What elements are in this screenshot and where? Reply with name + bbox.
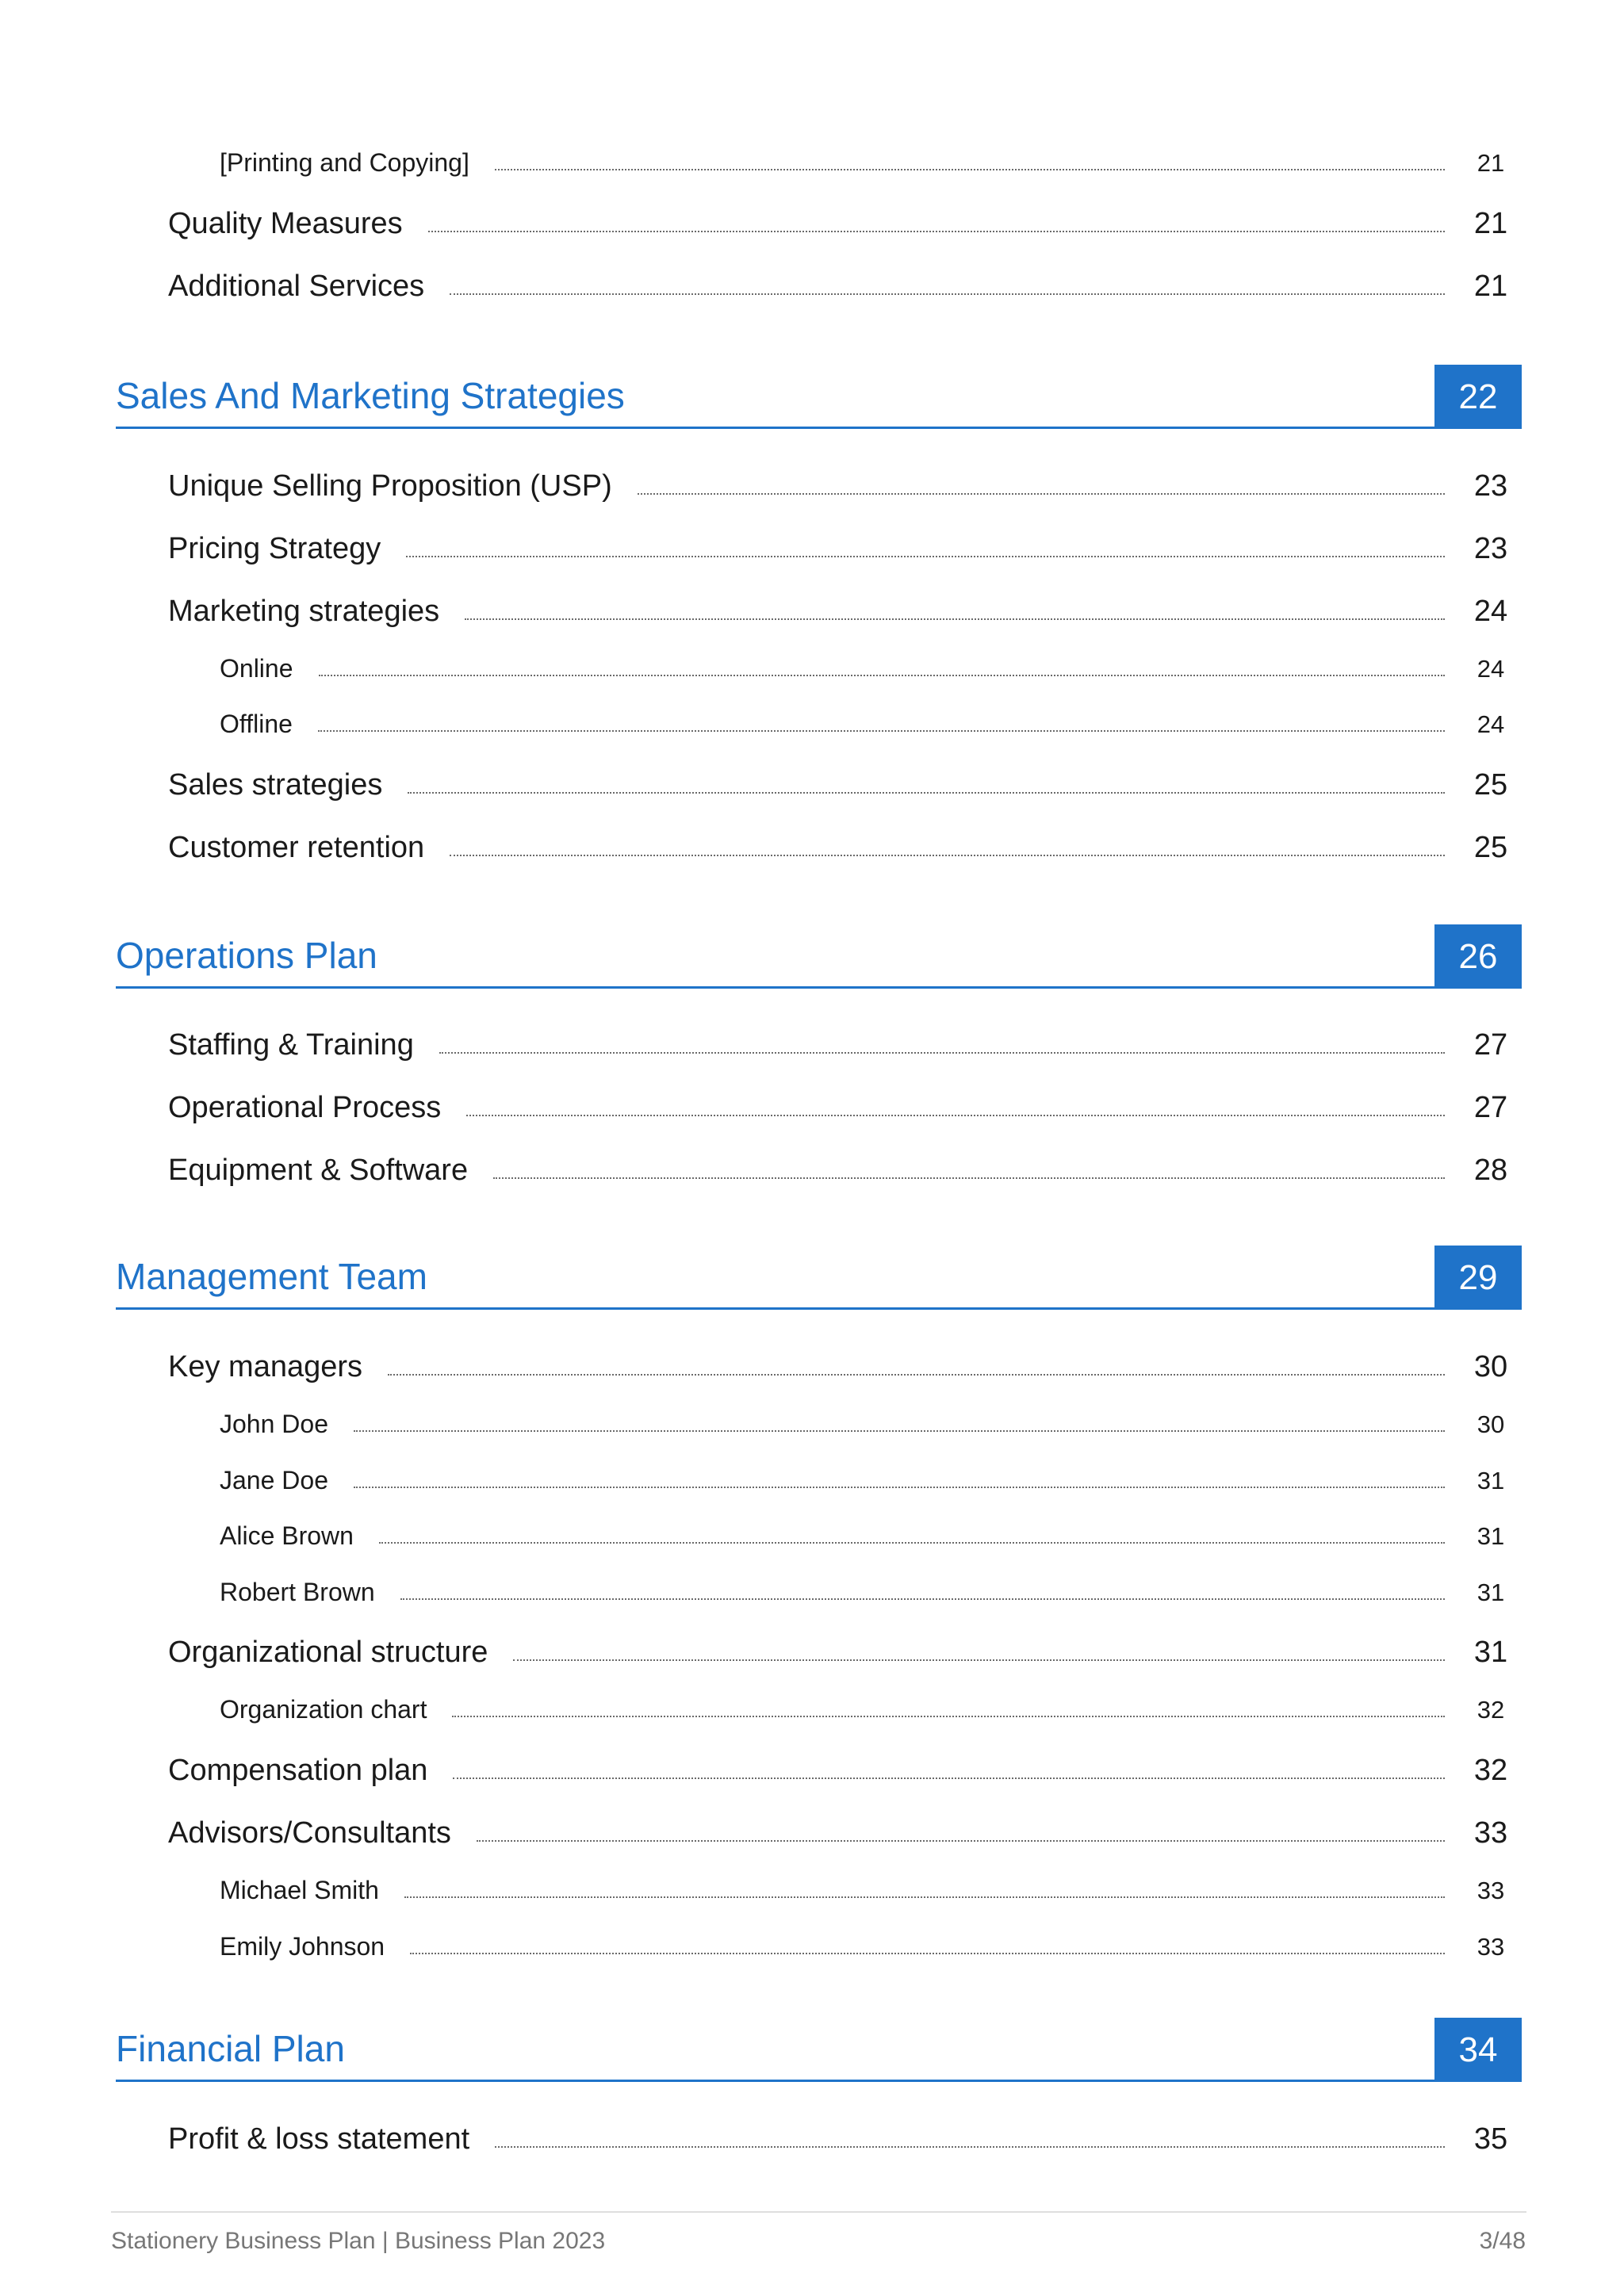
toc-entry-page: 33 [1473,1816,1508,1850]
toc-entry-page: 31 [1477,1522,1505,1550]
toc-entry[interactable] [0,704,1624,739]
section-title: Sales And Marketing Strategies [116,375,625,416]
dot-leader [466,1115,1445,1116]
toc-entry-page: 27 [1473,1091,1508,1124]
section-heading-management[interactable] [116,1246,1522,1310]
toc-entry-label: Compensation plan [168,1754,428,1787]
dot-leader [428,231,1445,232]
toc-entry-label: Customer retention [168,831,425,864]
toc-entry-page: 24 [1473,595,1508,628]
toc-entry-page: 31 [1477,1467,1505,1494]
section-page-badge: 34 [1434,2018,1522,2080]
toc-entry-label: Organizational structure [168,1636,488,1669]
dot-leader [379,1542,1445,1544]
dot-leader [354,1487,1445,1488]
toc-entry-label: Michael Smith [220,1876,379,1904]
dot-leader [495,169,1445,170]
toc-entry-label: Pricing Strategy [168,532,381,565]
dot-leader [400,1598,1445,1600]
dot-leader [408,792,1445,794]
toc-entry-label: Profit & loss statement [168,2122,470,2156]
toc-entry[interactable] [0,200,1624,241]
dot-leader [450,293,1445,295]
toc-entry-page: 35 [1473,2122,1508,2156]
footer-divider [111,2211,1526,2213]
toc-entry-page: 33 [1477,1933,1505,1961]
toc-entry-page: 28 [1473,1154,1508,1187]
dot-leader [388,1374,1445,1376]
toc-entry-label: Staffing & Training [168,1028,414,1062]
section-page-badge: 29 [1434,1246,1522,1307]
section-page-badge: 22 [1434,365,1522,427]
toc-entry-label: Quality Measures [168,207,403,240]
toc-entry[interactable] [0,1689,1624,1724]
toc-entry-page: 31 [1477,1578,1505,1606]
dot-leader [410,1953,1445,1954]
dot-leader [495,2146,1445,2148]
dot-leader [465,618,1445,620]
dot-leader [513,1659,1445,1661]
toc-entry-label: Jane Doe [220,1466,328,1494]
toc-entry[interactable] [0,262,1624,304]
toc-entry[interactable] [0,1146,1624,1188]
toc-entry-label: Unique Selling Proposition (USP) [168,469,612,503]
toc-entry-page: 30 [1473,1350,1508,1383]
toc-entry-page: 33 [1477,1877,1505,1904]
toc-entry[interactable] [0,1460,1624,1495]
toc-entry-page: 23 [1473,532,1508,565]
toc-entry[interactable] [0,525,1624,566]
toc-entry-page: 25 [1473,831,1508,864]
section-title: Operations Plan [116,935,377,976]
toc-entry-label: [Printing and Copying] [220,148,469,177]
toc-entry[interactable] [0,2115,1624,2156]
toc-entry[interactable] [0,1747,1624,1788]
toc-entry-label: Additional Services [168,270,425,303]
dot-leader [450,855,1445,856]
toc-entry[interactable] [0,1404,1624,1439]
section-heading-sales[interactable] [116,365,1522,429]
toc-entry[interactable] [0,1870,1624,1905]
dot-leader [439,1052,1445,1054]
dot-leader [477,1840,1445,1842]
toc-entry-page: 32 [1473,1754,1508,1787]
toc-entry[interactable] [0,1927,1624,1961]
toc-entry[interactable] [0,462,1624,503]
toc-entry[interactable] [0,824,1624,865]
toc-entry[interactable] [0,1343,1624,1384]
section-title: Financial Plan [116,2028,345,2069]
toc-entry[interactable] [0,1516,1624,1551]
toc-entry[interactable] [0,761,1624,802]
toc-entry-label: Operational Process [168,1091,442,1124]
toc-entry-label: Advisors/Consultants [168,1816,451,1850]
dot-leader [318,730,1445,732]
footer-page-number: 3/48 [1479,2228,1526,2254]
toc-entry-page: 32 [1477,1696,1505,1724]
toc-entry-page: 30 [1477,1410,1505,1438]
toc-entry-page: 24 [1477,655,1505,683]
toc-entry-label: Key managers [168,1350,363,1383]
toc-entry-label: Sales strategies [168,768,383,802]
section-heading-financial[interactable] [116,2018,1522,2082]
toc-entry-label: Online [220,654,293,683]
dot-leader [404,1896,1445,1898]
toc-entry[interactable] [0,1572,1624,1607]
toc-entry[interactable] [0,1809,1624,1850]
toc-entry-label: John Doe [220,1410,328,1438]
toc-entry[interactable] [0,1628,1624,1670]
toc-entry-label: Organization chart [220,1695,427,1724]
section-title: Management Team [116,1256,427,1297]
section-heading-operations[interactable] [116,924,1522,989]
toc-entry-label: Alice Brown [220,1521,354,1550]
toc-entry[interactable] [0,143,1624,178]
toc-entry-page: 24 [1477,710,1505,738]
toc-entry-label: Offline [220,710,293,738]
toc-entry-label: Robert Brown [220,1578,375,1606]
toc-entry-page: 21 [1473,270,1508,303]
toc-entry-label: Equipment & Software [168,1154,469,1187]
dot-leader [354,1430,1445,1432]
dot-leader [452,1716,1445,1717]
toc-entry-page: 21 [1477,149,1505,177]
toc-entry-page: 31 [1473,1636,1508,1669]
dot-leader [453,1777,1445,1779]
toc-entry-page: 21 [1473,207,1508,240]
dot-leader [406,556,1445,557]
toc-entry[interactable] [0,649,1624,683]
toc-entry-label: Marketing strategies [168,595,440,628]
toc-entry-label: Emily Johnson [220,1932,385,1961]
dot-leader [319,675,1446,676]
toc-entry-page: 23 [1473,469,1508,503]
dot-leader [493,1177,1445,1179]
toc-entry-page: 25 [1473,768,1508,802]
toc-entry[interactable] [0,1084,1624,1125]
dot-leader [638,493,1445,495]
toc-entry-page: 27 [1473,1028,1508,1062]
section-page-badge: 26 [1434,924,1522,986]
toc-entry[interactable] [0,1021,1624,1062]
footer-document-title: Stationery Business Plan | Business Plan 2023 [111,2228,606,2254]
toc-entry[interactable] [0,587,1624,629]
